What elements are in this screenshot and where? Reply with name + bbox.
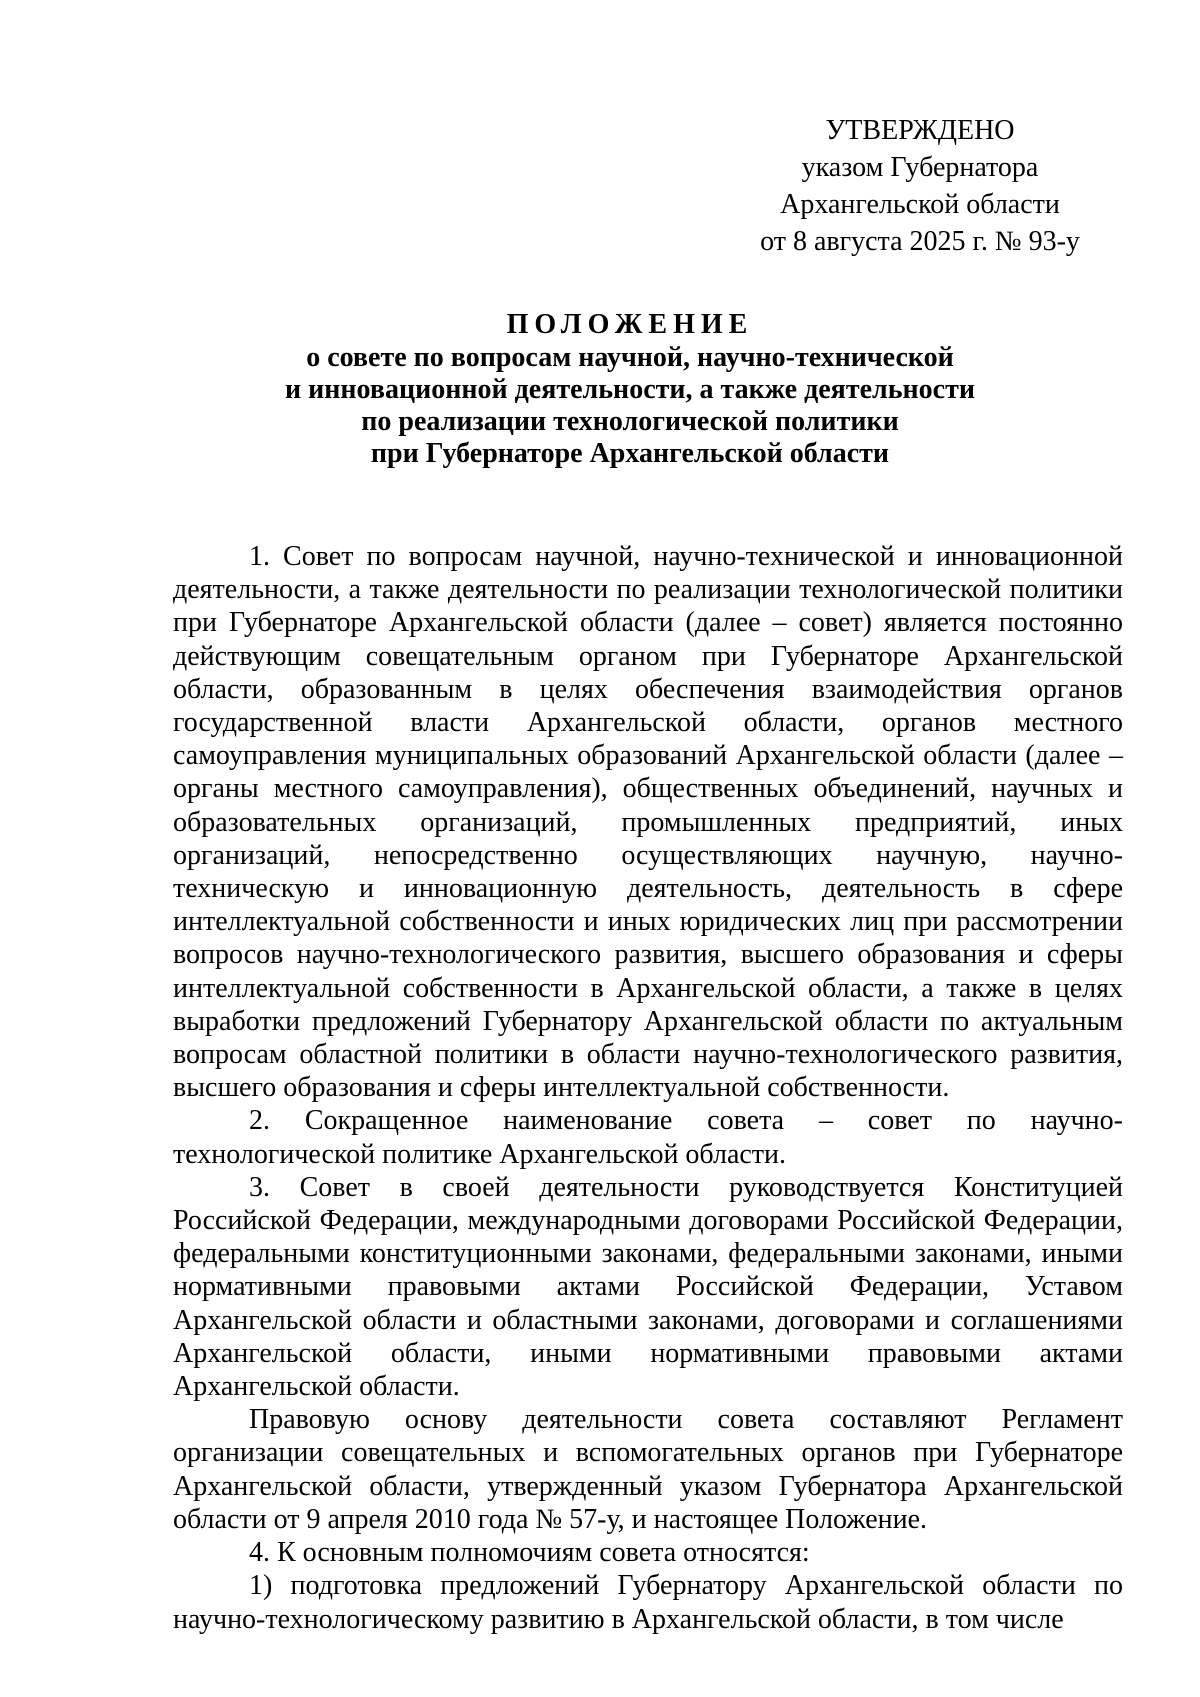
approval-region: Архангельской области <box>780 189 1060 220</box>
paragraph-3: 3. Совет в своей деятельности руководствуется Конституцией Российской Федерации, международными договорами Российской Федерации, федеральными конституционными законами, федеральными законами, иными нормативными правовыми актами Российской Федерации, Уставом Архангельской области и областными законами, договорами и соглашениями Архангельской области, иными нормативными правовыми актами Архангельской области. <box>173 1171 1123 1403</box>
document-title: ПОЛОЖЕНИЕ <box>506 309 754 340</box>
paragraph-2: 2. Сокращенное наименование совета – совет по научно-технологической политике Архангельской области. <box>173 1105 1123 1170</box>
document-subtitle-line: при Губернаторе Архангельской области <box>370 438 890 469</box>
approval-date-number: от 8 августа 2025 г. № 93-у <box>760 226 1080 257</box>
approval-heading: УТВЕРЖДЕНО <box>825 115 1015 146</box>
document-subtitle-line: о совете по вопросам научной, научно-технической <box>306 342 954 373</box>
document-subtitle-line: по реализации технологической политики <box>361 406 899 437</box>
paragraph-1: 1. Совет по вопросам научной, научно-технической и инновационной деятельности, а также деятельности по реализации технологической политики при Губернаторе Архангельской области (далее – совет) является постоянно действующим совещательным органом при Губернаторе Архангельской области, образованным в целях обеспечения взаимодействия органов государственной власти Архангельской области, органов местного самоуправления муниципальных образований Архангельской области (далее – органы местного самоуправления), общественных объединений, научных и образовательных организаций, промышленных предприятий, иных организаций, непосредственно осуществляющих научную, научно-техническую и инновационную деятельность, деятельность в сфере интеллектуальной собственности и иных юридических лиц при рассмотрении вопросов научно-технологического развития, высшего образования и сферы интеллектуальной собственности в Архангельской области, а также в целях выработки предложений Губернатору Архангельской области по актуальным вопросам областной политики в области научно-технологического развития, высшего образования и сферы интеллектуальной собственности. <box>173 541 1123 1104</box>
paragraph-legal-basis: Правовую основу деятельности совета составляют Регламент организации совещательных и вспомогательных органов при Губернаторе Архангельской области, утвержденный указом Губернатора Архангельской области от 9 апреля 2010 года № 57-у, и настоящее Положение. <box>173 1404 1123 1535</box>
document-body <box>173 540 1123 1636</box>
document-title-block <box>175 308 1085 470</box>
approval-stamp <box>760 112 1080 260</box>
paragraph-4: 4. К основным полномочиям совета относятся: <box>249 1537 810 1569</box>
approval-authority: указом Губернатора <box>801 152 1039 183</box>
document-subtitle-line: и инновационной деятельности, а также деятельности <box>285 374 975 405</box>
paragraph-4-item-1: 1) подготовка предложений Губернатору Архангельской области по научно-технологическому развитию в Архангельской области, в том числе <box>173 1570 1123 1635</box>
